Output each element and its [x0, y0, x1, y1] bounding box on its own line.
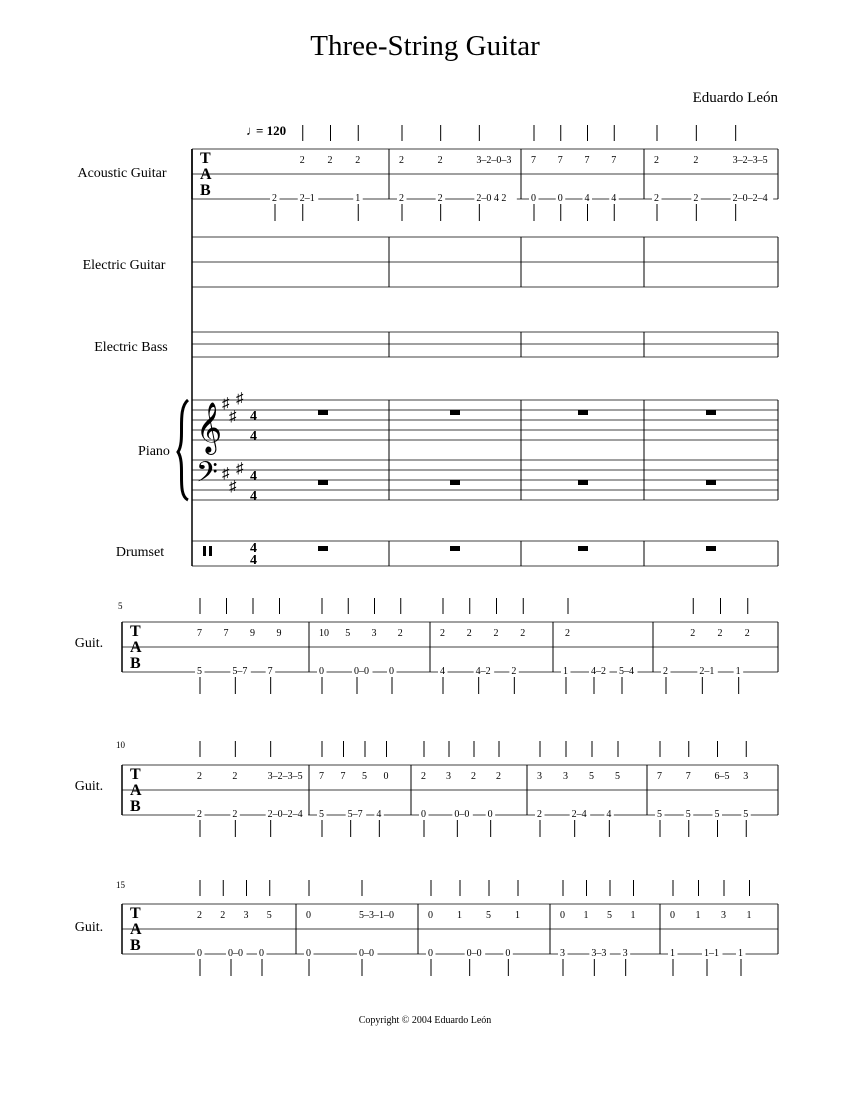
key-signature-sharps [222, 391, 244, 495]
electric-bass-staff [192, 332, 778, 357]
fret-number-top: 3 [743, 771, 749, 782]
piano-treble-staff [192, 400, 778, 440]
fret-number-top: 2 [197, 771, 202, 782]
treble-clef-icon: 𝄞 [196, 403, 223, 452]
fret-number-bottom: 2 [663, 666, 668, 677]
svg-text:♯: ♯ [229, 409, 237, 425]
fret-number-top: 0 [560, 910, 565, 921]
fret-number-bottom: 2 [693, 193, 699, 204]
fret-number-top: 9 [276, 628, 282, 639]
fret-number-bottom: 4–2 [591, 666, 606, 677]
label-guit-system4: Guit. [74, 920, 104, 935]
svg-text:4: 4 [250, 429, 257, 444]
tab-clef-icon: T [200, 150, 211, 167]
fret-number-top: 7 [685, 771, 691, 782]
fret-number-top: 5–3–1–0 [359, 910, 394, 921]
fret-number-top: 2 [399, 155, 404, 166]
fret-number-bottom: 2 [399, 193, 404, 204]
label-guit-system3: Guit. [74, 779, 104, 794]
fret-number-bottom: 0 [531, 193, 536, 204]
tab-measure [304, 880, 400, 976]
tempo-note-icon: ♩ [246, 123, 259, 138]
fret-number-bottom: 3–3 [591, 948, 607, 959]
fret-number-bottom: 0 [428, 948, 433, 959]
fret-number-bottom: 2–1 [299, 193, 315, 204]
fret-number-bottom: 5–7 [232, 666, 248, 677]
fret-number-top: 2 [440, 628, 445, 639]
fret-number-top: 5 [345, 628, 351, 639]
fret-number-top: 2 [690, 628, 696, 639]
piano-whole-rests [318, 410, 716, 485]
fret-number-bottom: 1 [735, 666, 741, 677]
fret-number-top: 1 [695, 910, 701, 921]
fret-number-bottom: 1 [563, 666, 568, 677]
fret-number-top: 5 [615, 771, 620, 782]
fret-number-top: 0 [383, 771, 389, 782]
tab-measure [419, 741, 504, 837]
fret-number-top: 2 [493, 628, 499, 639]
tab-clef-icon: B [200, 182, 211, 199]
svg-text:4: 4 [250, 489, 257, 504]
tab-measure [270, 125, 363, 221]
fret-number-top: 7 [197, 628, 202, 639]
fret-number-top: 10 [319, 628, 329, 639]
fret-number-bottom: 4 [584, 193, 590, 204]
label-electric-bass: Electric Bass [94, 340, 168, 355]
fret-number-top: 2 [299, 155, 305, 166]
fret-number-top: 2 [355, 155, 361, 166]
drumset-staff [192, 541, 778, 566]
fret-number-bottom: 5 [657, 809, 662, 820]
fret-number-top: 3 [371, 628, 377, 639]
measure-number-15: 15 [116, 880, 125, 890]
fret-number-top: 3 [446, 771, 451, 782]
fret-number-bottom: 0–0 [228, 948, 243, 959]
fret-number-bottom: 1–1 [704, 948, 719, 959]
fret-number-top: 5 [486, 910, 491, 921]
svg-text:♯: ♯ [222, 466, 230, 482]
label-drumset: Drumset [115, 545, 165, 560]
tab-system-3 [122, 741, 778, 837]
fret-number-top: 1 [515, 910, 520, 921]
fret-number-top: 7 [557, 155, 563, 166]
tab-clef-icon: A [130, 921, 142, 938]
fret-number-top: 3 [563, 771, 568, 782]
fret-number-top: 2 [565, 628, 570, 639]
fret-number-bottom: 0–0 [359, 948, 374, 959]
tab-measure [558, 880, 638, 976]
bass-clef-icon: 𝄢 [196, 458, 218, 495]
tab-measure [195, 880, 274, 976]
fret-number-bottom: 0 [557, 193, 563, 204]
fret-number-top: 2 [220, 910, 226, 921]
tab-measure [535, 741, 623, 837]
fret-number-bottom: 0–0 [466, 948, 482, 959]
tab-measure [438, 598, 528, 694]
fret-number-top: 2 [421, 771, 426, 782]
label-piano: Piano [138, 444, 170, 459]
tempo-marking: = 120 [256, 123, 287, 138]
fret-number-bottom: 2–0–2–4 [267, 809, 303, 820]
fret-number-bottom: 2 [272, 193, 277, 204]
fret-number-top: 7 [657, 771, 662, 782]
fret-number-top: 3 [537, 771, 542, 782]
fret-number-top: 0 [428, 910, 433, 921]
svg-text:♯: ♯ [229, 479, 237, 495]
tab-clef-icon: T [130, 623, 141, 640]
fret-number-top: 6–5 [714, 771, 730, 782]
tab-measure [655, 741, 751, 837]
tab-measure [561, 598, 638, 694]
fret-number-top: 2 [717, 628, 723, 639]
fret-number-bottom: 5 [197, 666, 202, 677]
tab-clef-icon: A [130, 639, 142, 656]
score-title: Three-String Guitar [310, 30, 540, 62]
measure-number-5: 5 [118, 601, 123, 611]
fret-number-bottom: 0 [389, 666, 394, 677]
fret-number-bottom: 2–1 [699, 666, 715, 677]
composer-name: Eduardo León [692, 90, 778, 106]
fret-number-bottom: 2 [511, 666, 517, 677]
fret-number-top: 2 [471, 771, 476, 782]
fret-number-bottom: 2 [197, 809, 202, 820]
fret-number-top: 3–2–0–3 [476, 155, 512, 166]
tab-clef-icon: A [200, 166, 212, 183]
fret-number-bottom: 4–2 [475, 666, 491, 677]
fret-number-bottom: 5 [743, 809, 749, 820]
tab-measure [652, 125, 773, 221]
tab-clef-icon: B [130, 798, 141, 815]
fret-number-bottom: 0–0 [454, 809, 470, 820]
tab-measure [668, 880, 754, 976]
fret-number-bottom: 5–4 [619, 666, 634, 677]
svg-text:4: 4 [250, 541, 257, 556]
fret-number-bottom: 0 [319, 666, 324, 677]
tab-measure [317, 598, 405, 694]
fret-number-top: 2 [397, 628, 403, 639]
fret-number-top: 2 [693, 155, 699, 166]
fret-number-bottom: 4 [376, 809, 382, 820]
fret-number-bottom: 0 [505, 948, 511, 959]
fret-number-top: 2 [197, 910, 202, 921]
tab-measure [397, 125, 517, 221]
fret-number-top: 0 [670, 910, 675, 921]
time-signatures [250, 409, 257, 568]
fret-number-top: 2 [496, 771, 501, 782]
fret-number-bottom: 0 [197, 948, 202, 959]
fret-number-top: 1 [583, 910, 589, 921]
tab-system-1 [192, 125, 778, 221]
tab-clef-icon: B [130, 655, 141, 672]
fret-number-top: 3–2–3–5 [267, 771, 303, 782]
fret-number-top: 2 [437, 155, 443, 166]
svg-text:4: 4 [250, 469, 257, 484]
tab-measure [426, 880, 523, 976]
fret-number-bottom: 2 [232, 809, 238, 820]
fret-number-bottom: 0 [421, 809, 426, 820]
tab-clef-icon: T [130, 905, 141, 922]
fret-number-top: 7 [340, 771, 346, 782]
label-acoustic-guitar: Acoustic Guitar [77, 166, 167, 181]
piano-brace [178, 400, 188, 500]
tab-measure [195, 598, 284, 694]
fret-number-top: 1 [746, 910, 752, 921]
fret-number-top: 7 [223, 628, 229, 639]
tab-system-4 [122, 880, 778, 976]
fret-number-top: 5 [266, 910, 272, 921]
fret-number-bottom: 5 [685, 809, 691, 820]
fret-number-top: 2 [327, 155, 333, 166]
fret-number-top: 7 [611, 155, 617, 166]
svg-text:♯: ♯ [236, 461, 244, 477]
fret-number-top: 1 [457, 910, 462, 921]
fret-number-top: 7 [584, 155, 590, 166]
tab-measure [529, 125, 619, 221]
fret-number-top: 3–2–3–5 [732, 155, 768, 166]
fret-number-top: 2 [466, 628, 472, 639]
fret-number-top: 2 [520, 628, 526, 639]
fret-number-bottom: 2 [654, 193, 659, 204]
svg-text:4: 4 [250, 553, 257, 568]
fret-number-bottom: 5 [714, 809, 720, 820]
fret-number-top: 2 [654, 155, 659, 166]
fret-number-top: 7 [531, 155, 536, 166]
fret-number-bottom: 4 [611, 193, 617, 204]
fret-number-top: 5 [362, 771, 367, 782]
tab-measure [661, 598, 752, 694]
tab-system-2 [122, 598, 778, 694]
fret-number-bottom: 1 [670, 948, 675, 959]
tab-clef-icon: B [130, 937, 141, 954]
svg-text:♯: ♯ [236, 391, 244, 407]
fret-number-top: 1 [630, 910, 636, 921]
fret-number-bottom: 7 [267, 666, 273, 677]
fret-number-bottom: 5 [319, 809, 324, 820]
label-guit-system2: Guit. [74, 636, 104, 651]
fret-number-top: 5 [607, 910, 612, 921]
fret-number-top: 0 [306, 910, 311, 921]
fret-number-bottom: 3 [622, 948, 628, 959]
fret-number-bottom: 4 [606, 809, 612, 820]
piano-bass-staff [192, 400, 778, 500]
fret-number-top: 3 [243, 910, 249, 921]
fret-number-bottom: 3 [560, 948, 565, 959]
fret-number-bottom: 0 [259, 948, 264, 959]
fret-number-bottom: 2–0–2–4 [732, 193, 768, 204]
fret-number-bottom: 0–0 [354, 666, 369, 677]
svg-text:4: 4 [250, 409, 257, 424]
fret-number-bottom: 4 [440, 666, 445, 677]
fret-number-top: 3 [721, 910, 726, 921]
fret-number-bottom: 1 [355, 193, 361, 204]
fret-number-top: 2 [232, 771, 238, 782]
copyright-notice: Copyright © 2004 Eduardo León [358, 1015, 492, 1026]
fret-number-bottom: 2–4 [571, 809, 587, 820]
svg-text:♯: ♯ [222, 396, 230, 412]
fret-number-bottom: 2 [437, 193, 443, 204]
tab-clef-icon: A [130, 782, 142, 799]
fret-number-top: 7 [319, 771, 324, 782]
fret-number-bottom: 0 [306, 948, 311, 959]
fret-number-bottom: 1 [738, 948, 743, 959]
fret-number-top: 5 [589, 771, 594, 782]
tab-clef-icon: T [130, 766, 141, 783]
fret-number-bottom: 2–0 4 2 [476, 193, 507, 204]
fret-number-bottom: 5–7 [347, 809, 363, 820]
electric-guitar-staff [192, 237, 778, 287]
fret-number-top: 9 [250, 628, 255, 639]
tab-measure [317, 741, 391, 837]
measure-number-10: 10 [116, 740, 125, 750]
fret-number-bottom: 0 [487, 809, 493, 820]
tab-measure [195, 741, 308, 837]
fret-number-bottom: 2 [537, 809, 542, 820]
label-electric-guitar: Electric Guitar [82, 258, 166, 273]
fret-number-top: 2 [744, 628, 750, 639]
